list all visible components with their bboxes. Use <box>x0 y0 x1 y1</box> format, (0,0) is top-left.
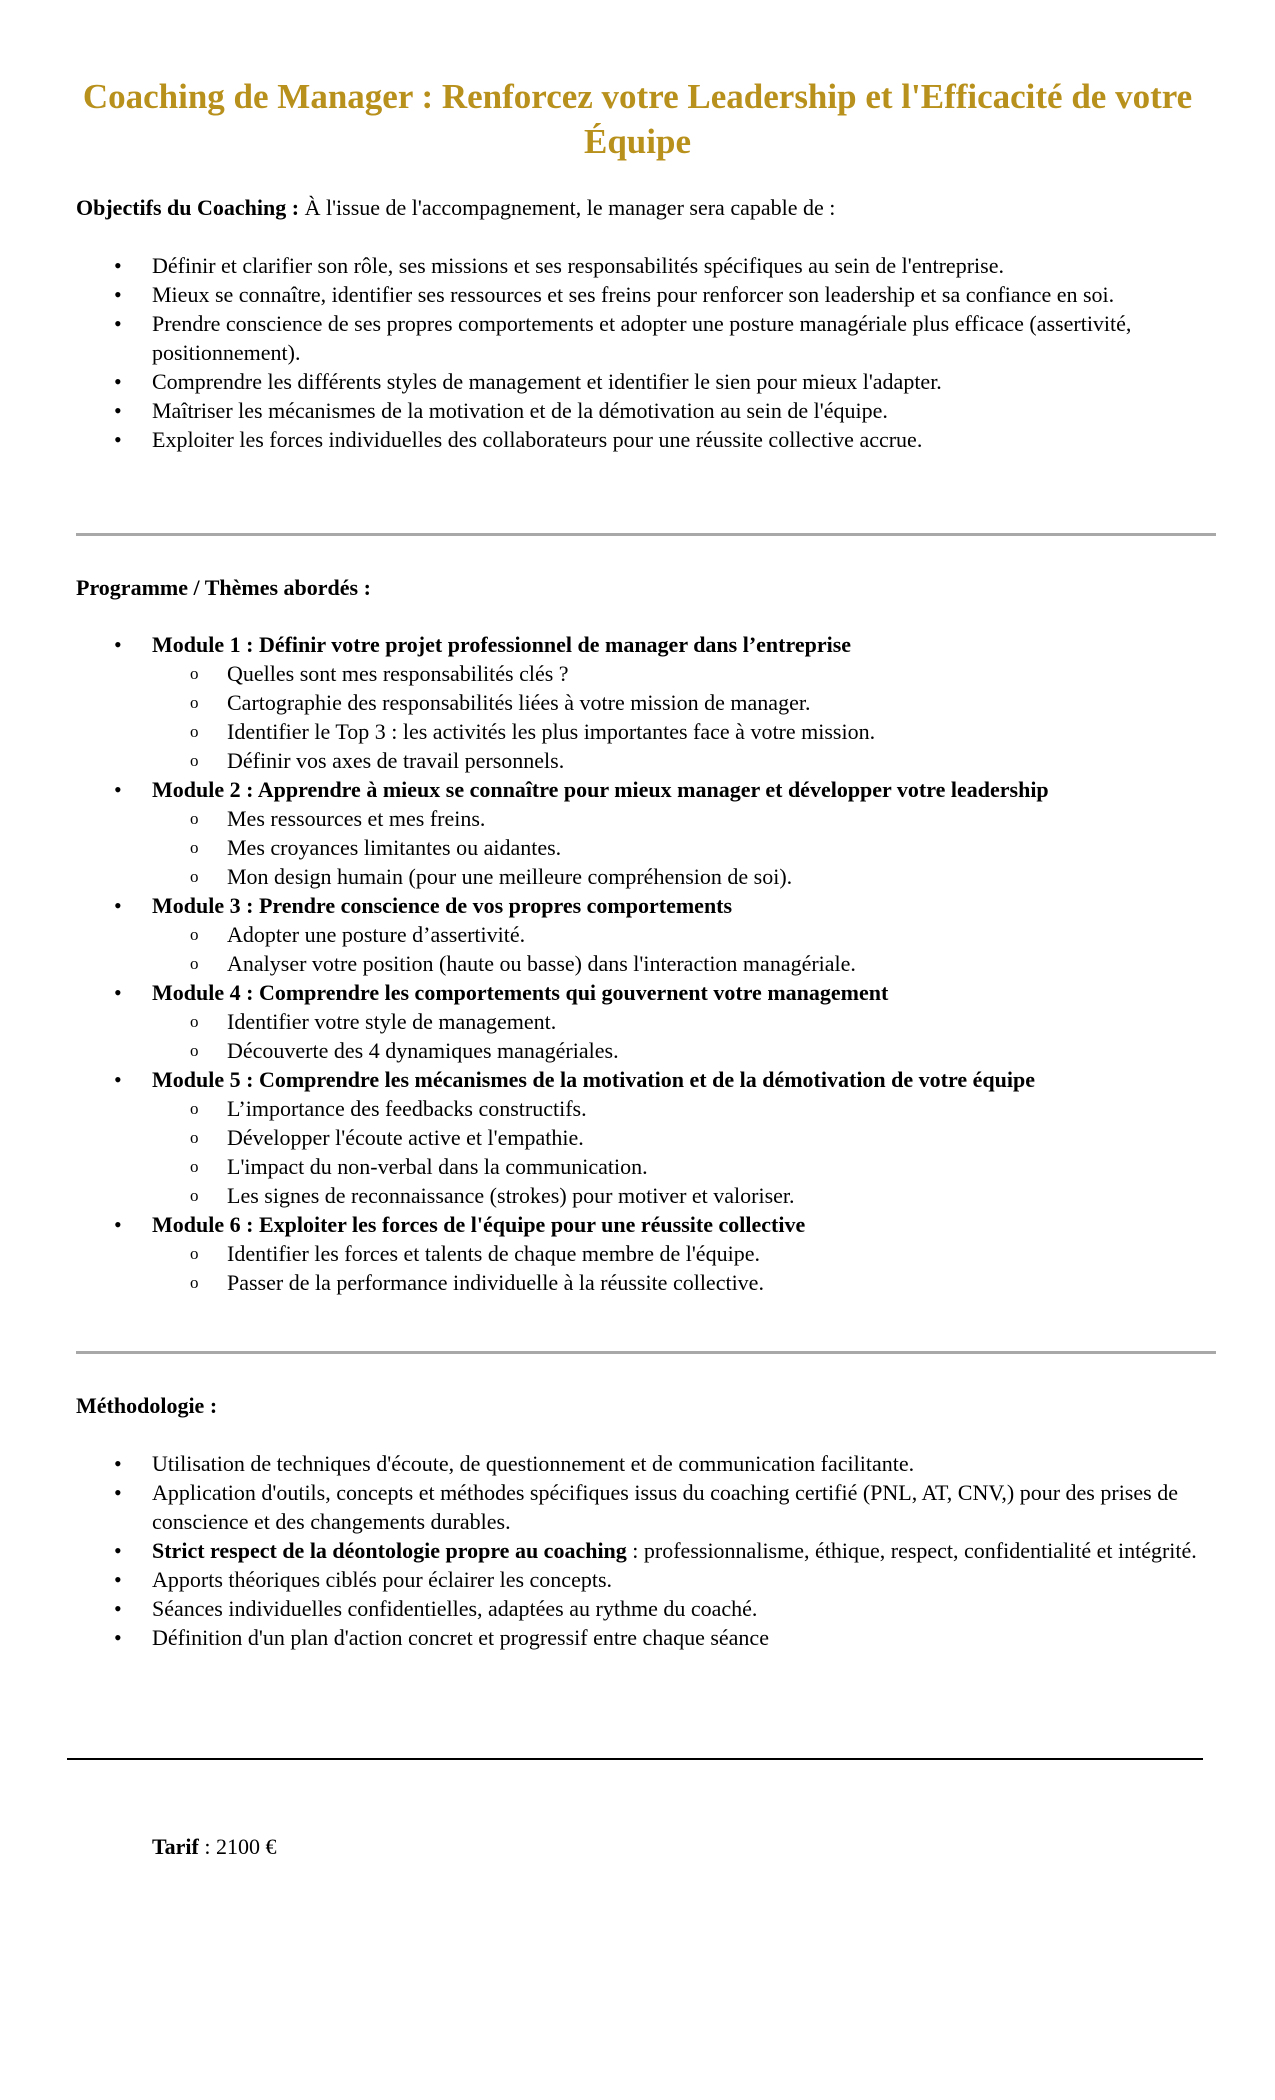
module-item <box>76 1210 1216 1297</box>
module-title: Module 5 : Comprendre les mécanismes de la motivation et de la démotivation de votre équipe <box>152 1067 1035 1092</box>
list-item: o Mes ressources et mes freins. <box>152 804 1216 833</box>
module-sublist <box>152 804 1216 891</box>
tarif-value: : 2100 € <box>198 1834 277 1859</box>
methodologie-list <box>76 1449 1216 1652</box>
section-divider <box>76 1351 1216 1354</box>
module-sublist <box>152 920 1216 978</box>
module-item <box>76 1065 1216 1210</box>
list-item: o L’importance des feedbacks constructifs. <box>152 1094 1216 1123</box>
list-item: • Exploiter les forces individuelles des collaborateurs pour une réussite collective accrue. <box>76 425 1216 454</box>
list-item: o Développer l'écoute active et l'empathie. <box>152 1123 1216 1152</box>
section-divider <box>76 533 1216 536</box>
tarif-line <box>152 1832 276 1861</box>
list-item: o Mon design humain (pour une meilleure compréhension de soi). <box>152 862 1216 891</box>
list-item: • Définir et clarifier son rôle, ses missions et ses responsabilités spécifiques au sein de l'entreprise. <box>76 251 1216 280</box>
list-item: • Apports théoriques ciblés pour éclairer les concepts. <box>76 1565 1216 1594</box>
list-item: o Adopter une posture d’assertivité. <box>152 920 1216 949</box>
page-title: Coaching de Manager : Renforcez votre Leadership et l'Efficacité de votre Équipe <box>82 77 1193 161</box>
objectifs-label: Objectifs du Coaching : <box>76 195 300 220</box>
programme-list <box>76 630 1216 1297</box>
tarif-label: Tarif <box>152 1834 199 1859</box>
list-item: • Définition d'un plan d'action concret et progressif entre chaque séance <box>76 1623 1216 1652</box>
module-sublist <box>152 1007 1216 1065</box>
list-item: • Comprendre les différents styles de management et identifier le sien pour mieux l'adapter. <box>76 367 1216 396</box>
list-item: o Identifier les forces et talents de chaque membre de l'équipe. <box>152 1239 1216 1268</box>
list-item: o Mes croyances limitantes ou aidantes. <box>152 833 1216 862</box>
module-item <box>76 978 1216 1065</box>
objectifs-heading <box>76 193 835 222</box>
list-item: • Maîtriser les mécanismes de la motivation et de la démotivation au sein de l'équipe. <box>76 396 1216 425</box>
module-title: Module 2 : Apprendre à mieux se connaître pour mieux manager et développer votre leadership <box>152 777 1049 802</box>
programme-heading <box>76 573 371 602</box>
objectifs-list <box>76 251 1216 454</box>
list-item: o Les signes de reconnaissance (strokes) pour motiver et valoriser. <box>152 1181 1216 1210</box>
list-item: o Identifier votre style de management. <box>152 1007 1216 1036</box>
footer-divider <box>67 1758 1203 1760</box>
module-title: Module 1 : Définir votre projet professionnel de manager dans l’entreprise <box>152 632 852 657</box>
programme-label: Programme / Thèmes abordés : <box>76 575 371 600</box>
module-title: Module 4 : Comprendre les comportements qui gouvernent votre management <box>152 980 889 1005</box>
methodologie-heading <box>76 1391 217 1420</box>
list-item: o Identifier le Top 3 : les activités les plus importantes face à votre mission. <box>152 717 1216 746</box>
list-item: o Analyser votre position (haute ou basse) dans l'interaction managériale. <box>152 949 1216 978</box>
module-item <box>76 891 1216 978</box>
list-item: o Découverte des 4 dynamiques managériales. <box>152 1036 1216 1065</box>
list-item: • Utilisation de techniques d'écoute, de questionnement et de communication facilitante. <box>76 1449 1216 1478</box>
module-title: Module 3 : Prendre conscience de vos propres comportements <box>152 893 733 918</box>
list-item: • Mieux se connaître, identifier ses ressources et ses freins pour renforcer son leadership et sa confiance en soi. <box>76 280 1216 309</box>
objectifs-intro: À l'issue de l'accompagnement, le manager sera capable de : <box>299 195 836 220</box>
list-item: o Définir vos axes de travail personnels. <box>152 746 1216 775</box>
module-sublist <box>152 659 1216 775</box>
list-item: • Séances individuelles confidentielles, adaptées au rythme du coaché. <box>76 1594 1216 1623</box>
list-item: o Quelles sont mes responsabilités clés ? <box>152 659 1216 688</box>
list-item: o L'impact du non-verbal dans la communication. <box>152 1152 1216 1181</box>
module-sublist <box>152 1239 1216 1297</box>
module-item <box>76 630 1216 775</box>
list-item: o Cartographie des responsabilités liées à votre mission de manager. <box>152 688 1216 717</box>
module-sublist <box>152 1094 1216 1210</box>
module-item <box>76 775 1216 891</box>
list-item: • Application d'outils, concepts et méthodes spécifiques issus du coaching certifié (PNL, AT, CNV,) pour des prises de conscience et des changements durables. <box>76 1478 1216 1536</box>
methodologie-label: Méthodologie : <box>76 1393 218 1418</box>
module-title: Module 6 : Exploiter les forces de l'équipe pour une réussite collective <box>152 1212 806 1237</box>
list-item: • Prendre conscience de ses propres comportements et adopter une posture managériale plus efficace (assertivité, positionnement). <box>76 309 1216 367</box>
list-item: o Passer de la performance individuelle à la réussite collective. <box>152 1268 1216 1297</box>
list-item: • Strict respect de la déontologie propre au coaching : professionnalisme, éthique, respect, confidentialité et intégrité. <box>76 1536 1216 1565</box>
